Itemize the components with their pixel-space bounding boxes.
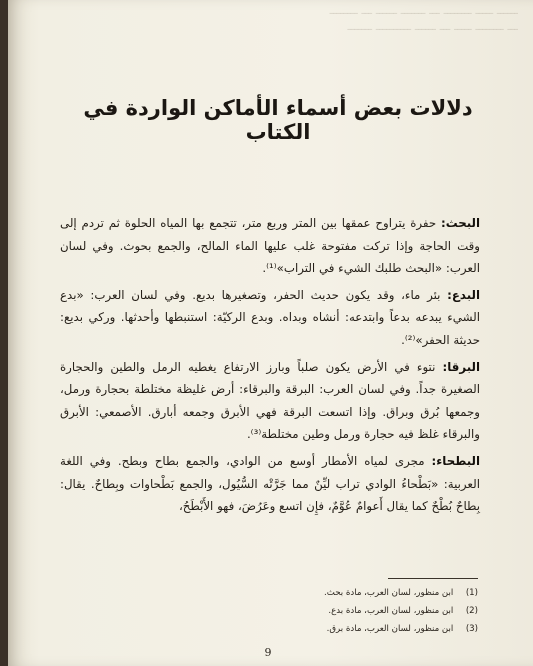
footnotes bbox=[158, 584, 478, 638]
entry-text: نتوء في الأرض يكون صلباً وبارز الارتفاع يغطيه الرمل والطين والحجارة الصغيرة جداً. وفي لسان العرب: البرقة والبرقاء: أرض غليظة مختلطة بحجارة ورمل، وجمعها بُرق وبراق. وإذا اتسعت البرقة فهي الأبرق وجمعه أبارق. الأصمعي: الأبرق والبرقاء غلظ فيه حجارة ورمل وطين مختلطة⁽³⁾. bbox=[60, 359, 480, 442]
entry-text: بئر ماء، وقد يكون حديث الحفر، وتصغيرها بديع. وفي لسان العرب: «بدع الشيء يبدعه بدعاً وابتدعه: أنشاه وبداه. وبدع الركيّة: استنبطها وأحدثها. وركي بديع: حديثة الحفر»⁽²⁾. bbox=[60, 287, 480, 347]
footnote-text: ابن منظور، لسان العرب، مادة بدع. bbox=[328, 606, 454, 616]
footnote-separator bbox=[388, 578, 478, 579]
glossary-entry-burqa bbox=[60, 356, 480, 446]
glossary-entry-bahth bbox=[60, 212, 480, 280]
glossary-body bbox=[60, 212, 480, 522]
footnote-text: ابن منظور، لسان العرب، مادة برق. bbox=[326, 624, 454, 634]
entry-term: البرقا: bbox=[442, 359, 480, 374]
entry-text: مجرى لمياه الأمطار أوسع من الوادي، والجمع بطاح وبطح. وفي اللغة العربية: «بَطْحاءُ الوادي تراب ليِّنٌ مما جَرَّتْه السُّيُول، والجمع بَطْحاوات وبِطاحٌ. يقال: بِطاحٌ بُطْحٌ كما يقال أَعوامٌ عُوَّمٌ، فإِن اتسع وعَرُضَ، فهو الأَبْطَحُ، bbox=[60, 453, 480, 514]
footnote-number: (3) bbox=[465, 624, 478, 634]
book-page bbox=[8, 0, 533, 666]
glossary-entry-bathaa bbox=[60, 450, 480, 518]
glossary-entry-bid bbox=[60, 284, 480, 352]
footnote-text: ابن منظور، لسان العرب، مادة بحث. bbox=[324, 588, 454, 598]
entry-term: البدع: bbox=[447, 287, 481, 302]
page-title: دلالات بعض أسماء الأماكن الواردة في الكتاب bbox=[83, 96, 473, 144]
page-number: 9 bbox=[264, 646, 272, 659]
footnote bbox=[158, 584, 478, 602]
entry-term: البطحاء: bbox=[431, 453, 480, 468]
show-through-text: ﻿ــــــ ـــــ ــــــــ ـــ ـــــــ ــــــ ـــ ــــــــ ـــ ــــــــ ـــــ ـــ ــــــ ــــــــــ ـــــــ bbox=[329, 3, 518, 33]
entry-term: البحث: bbox=[441, 216, 480, 230]
footnote-number: (1) bbox=[465, 588, 478, 598]
footnote-number: (2) bbox=[465, 606, 478, 616]
footnote bbox=[158, 620, 478, 638]
footnote bbox=[158, 602, 478, 620]
entry-text: حفرة يتراوح عمقها بين المتر وربع متر، تتجمع بها المياه الحلوة ثم تردم إلى وقت الحاجة وإذا تركت مفتوحة غلب عليها الماء المالح، والجمع بحوث. وفي لسان العرب: «البحث طلبك الشيء في التراب»⁽¹⁾. bbox=[60, 216, 480, 276]
